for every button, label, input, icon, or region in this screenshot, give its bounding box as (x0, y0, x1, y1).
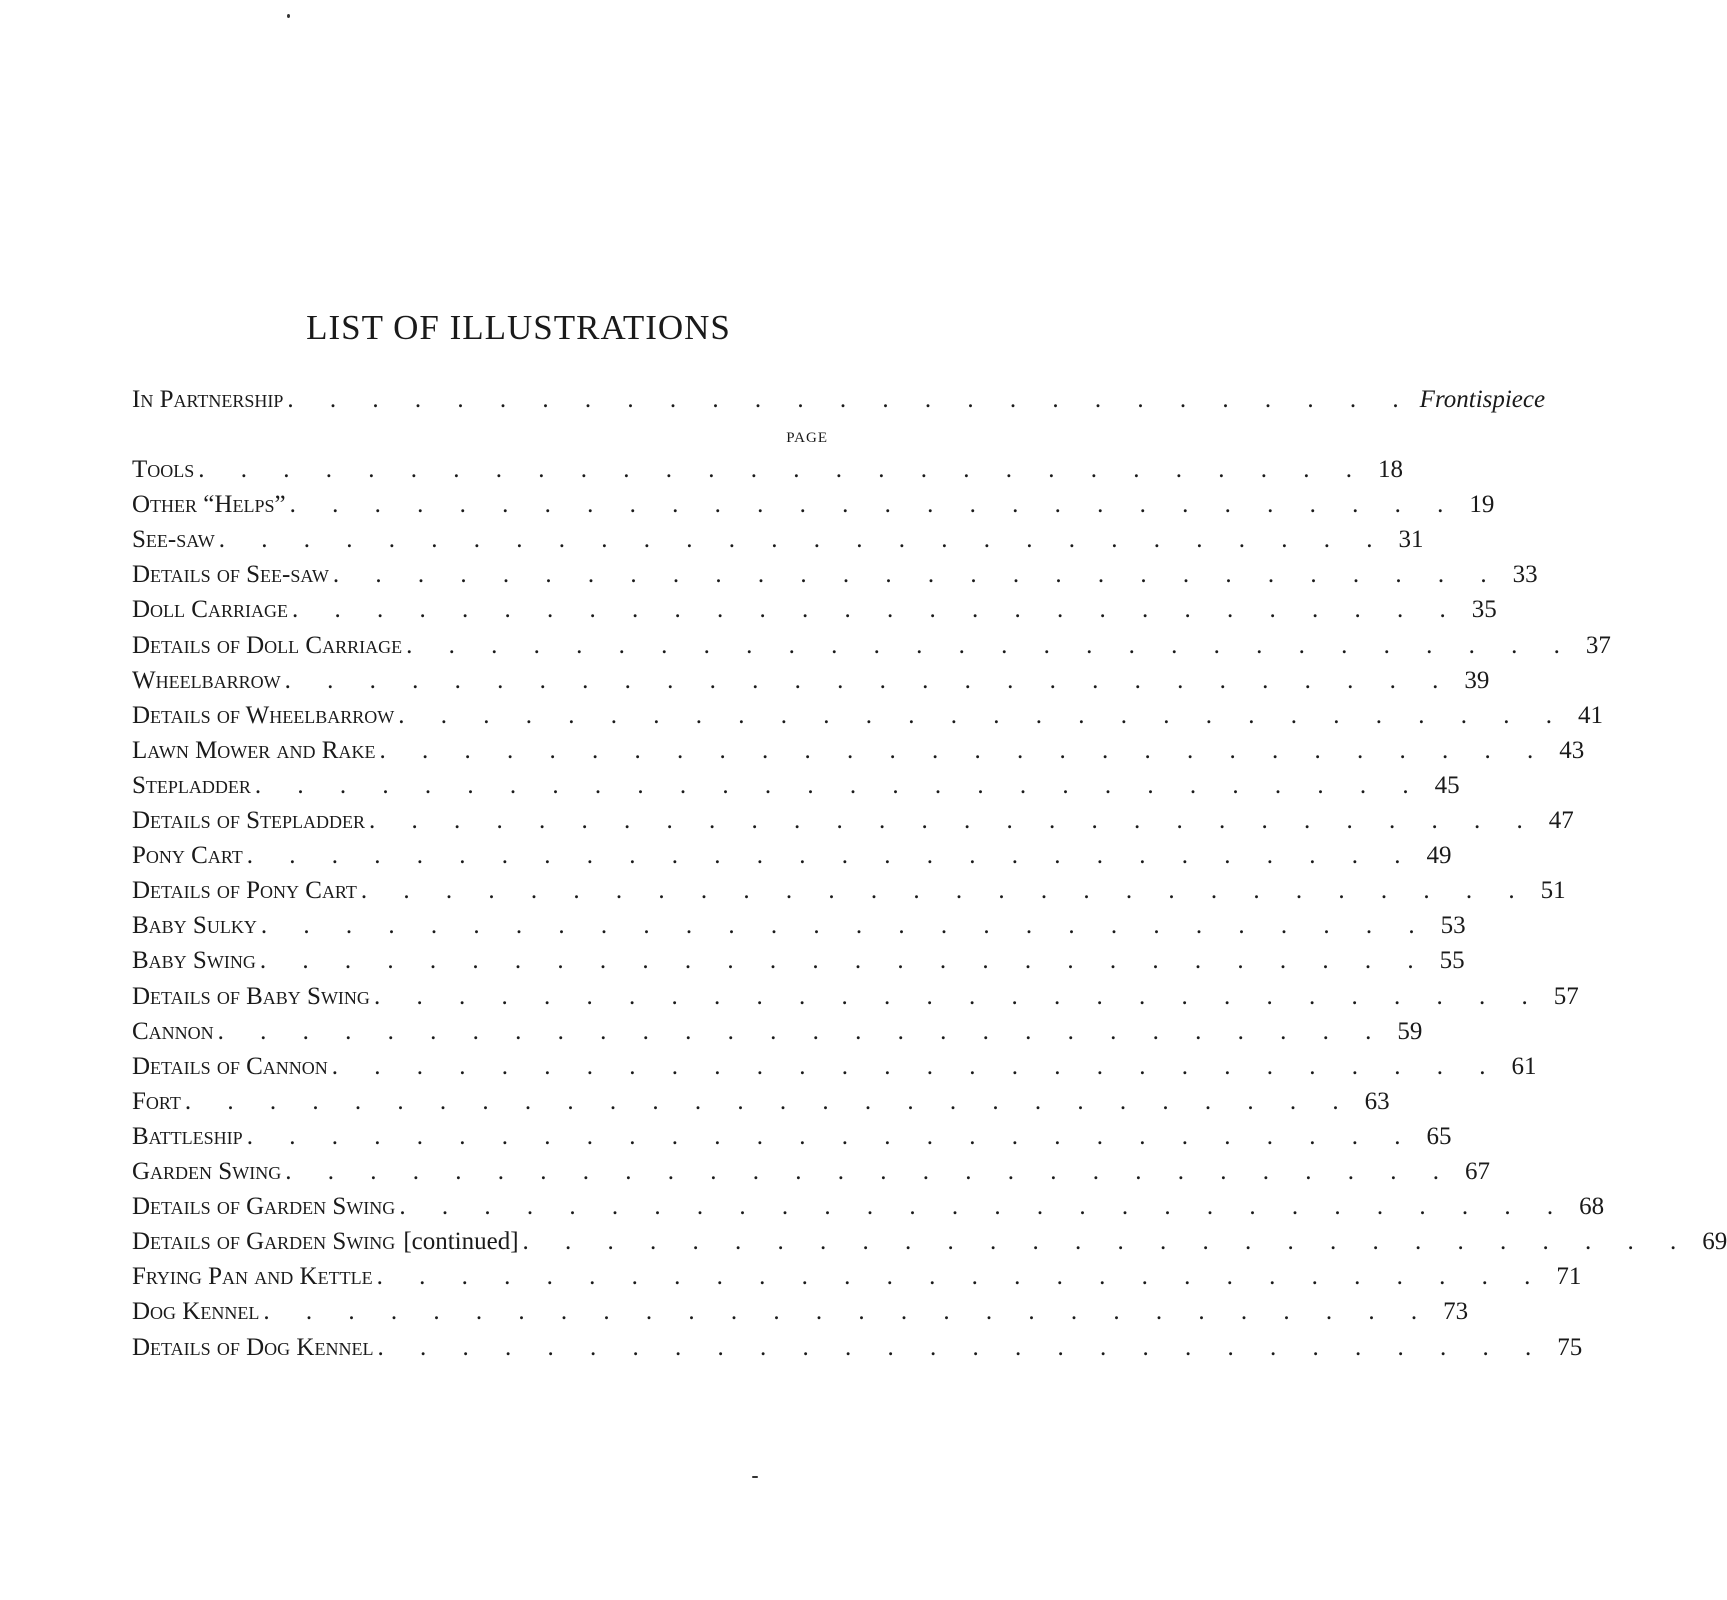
list-item-page: 69 (1702, 1228, 1727, 1255)
list-item (132, 1334, 1583, 1369)
list-item-page: 18 (1378, 456, 1404, 483)
list-item-page: 49 (1426, 842, 1452, 869)
dot-leader: . . . . . . . . . . . . . . . . . . . . . . . . . . . . (376, 1263, 1546, 1290)
page-column-header: PAGE (786, 430, 828, 446)
list-item (132, 1018, 1423, 1053)
dot-leader: . . . . . . . . . . . . . . . . . . . . . . . . . . . . (332, 561, 1502, 588)
list-item-page: 61 (1511, 1053, 1537, 1080)
list-item-page: 31 (1398, 526, 1424, 553)
dot-leader: . . . . . . . . . . . . . . . . . . . . . . . . . . . (287, 386, 1414, 413)
dot-leader: . . . . . . . . . . . . . . . . . . . . . . . . . . . . (218, 526, 1388, 553)
dot-leader: . . . . . . . . . . . . . . . . . . . . . . . . . . . . (246, 1123, 1416, 1150)
list-item-label: Fort (132, 1088, 181, 1115)
dot-leader: . . . . . . . . . . . . . . . . . . . . . . . . . . . . (254, 772, 1424, 799)
list-item-page: 65 (1426, 1123, 1452, 1150)
list-item-label: Details of Doll Carriage (132, 632, 403, 659)
dot-leader: . . . . . . . . . . . . . . . . . . . . . . . . . . . . (399, 1193, 1569, 1220)
dot-leader: . . . . . . . . . . . . . . . . . . . . . . . . . . . . (406, 632, 1575, 659)
list-item (132, 1053, 1537, 1088)
list-item-page: 33 (1512, 561, 1538, 588)
list-item-page: 39 (1464, 667, 1490, 694)
dot-leader: . . . . . . . . . . . . . . . . . . . . . . . . . . . . (263, 1298, 1433, 1325)
list-item (132, 1088, 1390, 1123)
list-item (132, 526, 1424, 561)
list-item-label: Details of Wheelbarrow (132, 702, 395, 729)
list-item-page: 53 (1440, 912, 1466, 939)
list-item (132, 1298, 1469, 1333)
dot-leader: . . . . . . . . . . . . . . . . . . . . . . . . . . . . (360, 877, 1530, 904)
list-item-label: Baby Sulky (132, 912, 257, 939)
list-item-label: Details of Baby Swing (132, 983, 370, 1010)
list-item (132, 596, 1497, 631)
list-item-label: Details of Garden Swing (132, 1193, 396, 1220)
list-item (132, 842, 1452, 877)
list-item-page: 41 (1578, 702, 1603, 729)
list-item-label: Details of See-saw (132, 561, 329, 588)
dot-leader: . . . . . . . . . . . . . . . . . . . . . . . . . . . . (291, 596, 1461, 623)
list-item-page: 67 (1464, 1158, 1490, 1185)
list-item-label: Details of Dog Kennel (132, 1334, 374, 1361)
frontispiece-page: Frontispiece (1419, 386, 1546, 413)
list-item (132, 1158, 1490, 1193)
list-item (132, 491, 1495, 526)
list-item (132, 667, 1490, 702)
list-item (132, 456, 1404, 491)
list-item (132, 912, 1466, 947)
dot-leader: . . . . . . . . . . . . . . . . . . . . . . . . . . . . (377, 1334, 1547, 1361)
list-item-page: 68 (1579, 1193, 1605, 1220)
frontispiece-row (132, 386, 1546, 421)
list-item-label: Pony Cart (132, 842, 243, 869)
list-item-page: 57 (1553, 983, 1579, 1010)
list-item (132, 772, 1460, 807)
list-item-page: 59 (1397, 1018, 1423, 1045)
list-item-label: See-saw (132, 526, 215, 553)
list-item (132, 561, 1538, 596)
list-item-label: Details of Stepladder (132, 807, 366, 834)
list-item (132, 983, 1579, 1018)
list-item (132, 947, 1465, 982)
list-item (132, 1123, 1452, 1158)
list-item (132, 737, 1585, 772)
dot-leader: . . . . . . . . . . . . . . . . . . . . . . . . . . . . (379, 737, 1549, 764)
list-item-page: 75 (1557, 1334, 1583, 1361)
frontispiece-label: In Partnership (132, 386, 284, 413)
list-item (132, 877, 1566, 912)
dot-leader: . . . . . . . . . . . . . . . . . . . . . . . . . . . . (373, 983, 1543, 1010)
list-item (132, 702, 1603, 737)
list-item-page: 55 (1439, 947, 1465, 974)
ink-speck-bottom (752, 1476, 758, 1478)
dot-leader: . . . . . . . . . . . . . . . . . . . . . . . . . . . . (331, 1053, 1501, 1080)
list-item-page: 47 (1548, 807, 1574, 834)
dot-leader: . . . . . . . . . . . . . . . . . . . . . . . . . . . . (198, 456, 1368, 483)
list-item-label: Lawn Mower and Rake (132, 737, 376, 764)
list-item-label: Baby Swing (132, 947, 256, 974)
list-item-page: 45 (1434, 772, 1460, 799)
list-item-page: 35 (1471, 596, 1497, 623)
dot-leader: . . . . . . . . . . . . . . . . . . . . . . . . . . . . (289, 491, 1459, 518)
list-item-label: Wheelbarrow (132, 667, 281, 694)
list-item-page: 19 (1469, 491, 1495, 518)
page-title: LIST OF ILLUSTRATIONS (306, 308, 731, 347)
list-item-label: Doll Carriage (132, 596, 288, 623)
list-item-label: Cannon (132, 1018, 214, 1045)
dot-leader: . . . . . . . . . . . . . . . . . . . . . . . . . . . . (398, 702, 1567, 729)
dot-leader: . . . . . . . . . . . . . . . . . . . . . . . . . . . . (285, 1158, 1454, 1185)
list-item-label: Garden Swing (132, 1158, 282, 1185)
list-item-label: Other “Helps” (132, 491, 286, 518)
list-item-label: Dog Kennel (132, 1298, 260, 1325)
list-item (132, 807, 1574, 842)
dot-leader: . . . . . . . . . . . . . . . . . . . . . . . . . . . . (217, 1018, 1387, 1045)
list-item (132, 1228, 1727, 1263)
list-item-label: Stepladder (132, 772, 251, 799)
list-item-label: Details of Pony Cart (132, 877, 357, 904)
list-item-page: 43 (1559, 737, 1585, 764)
list-item-page: 71 (1556, 1263, 1582, 1290)
list-item (132, 1193, 1605, 1228)
list-item-label: Tools (132, 456, 195, 483)
dot-leader: . . . . . . . . . . . . . . . . . . . . . . . . . . . . (522, 1228, 1692, 1255)
list-item-page: 63 (1364, 1088, 1390, 1115)
list-item-label: Frying Pan and Kettle (132, 1263, 373, 1290)
list-item-page: 51 (1540, 877, 1566, 904)
dot-leader: . . . . . . . . . . . . . . . . . . . . . . . . . . . . (284, 667, 1454, 694)
list-item (132, 1263, 1582, 1298)
list-item (132, 632, 1611, 667)
list-item-page: 37 (1585, 632, 1611, 659)
dot-leader: . . . . . . . . . . . . . . . . . . . . . . . . . . . . (369, 807, 1538, 834)
list-item-suffix: [continued] (403, 1228, 519, 1255)
ink-speck-top (287, 14, 290, 18)
list-item-label: Battleship (132, 1123, 243, 1150)
dot-leader: . . . . . . . . . . . . . . . . . . . . . . . . . . . . (260, 912, 1430, 939)
dot-leader: . . . . . . . . . . . . . . . . . . . . . . . . . . . . (259, 947, 1429, 974)
list-item-label: Details of Cannon (132, 1053, 328, 1080)
dot-leader: . . . . . . . . . . . . . . . . . . . . . . . . . . . . (184, 1088, 1354, 1115)
list-item-page: 73 (1443, 1298, 1469, 1325)
dot-leader: . . . . . . . . . . . . . . . . . . . . . . . . . . . . (246, 842, 1416, 869)
list-item-label: Details of Garden Swing (132, 1228, 396, 1255)
